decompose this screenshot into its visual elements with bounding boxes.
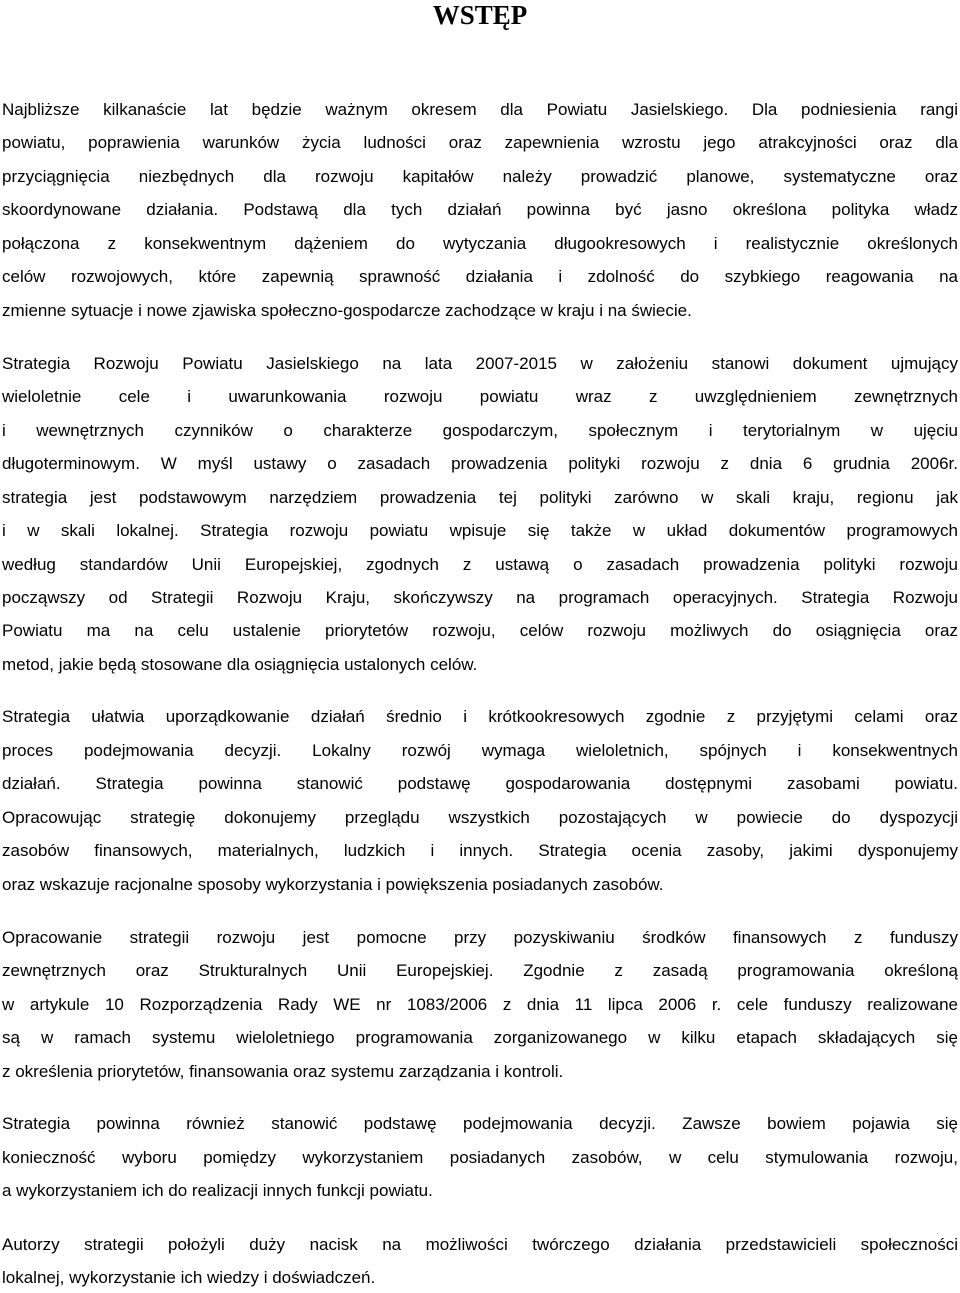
paragraph-6-line: lokalnej, wykorzystanie ich wiedzy i doświadczeń. — [2, 1268, 376, 1287]
paragraph-5-line: konieczność wyboru pomiędzy wykorzystaniem posiadanych zasobów, w celu stymulowania rozwoju, — [2, 1148, 958, 1167]
page-title: WSTĘP — [432, 0, 528, 30]
paragraph-5-line: Strategia powinna również stanowić podstawę podejmowania decyzji. Zawsze bowiem pojawia się — [2, 1114, 958, 1133]
paragraph-5-line: a wykorzystaniem ich do realizacji innych funkcji powiatu. — [2, 1181, 433, 1200]
paragraph-4-line: Opracowanie strategii rozwoju jest pomocne przy pozyskiwaniu środków finansowych z funduszy — [2, 928, 958, 947]
paragraph-4-line: w artykule 10 Rozporządzenia Rady WE nr 1083/2006 z dnia 11 lipca 2006 r. cele funduszy realizowane — [2, 995, 958, 1014]
paragraph-1-line: połączona z konsekwentnym dążeniem do wytyczania długookresowych i realistycznie określonych — [2, 234, 958, 253]
paragraph-4-line: z określenia priorytetów, finansowania oraz systemu zarządzania i kontroli. — [2, 1062, 564, 1081]
paragraph-2-line: Strategia Rozwoju Powiatu Jasielskiego na lata 2007-2015 w założeniu stanowi dokument ujmujący — [2, 354, 958, 373]
paragraph-3-line: proces podejmowania decyzji. Lokalny rozwój wymaga wieloletnich, spójnych i konsekwentnych — [2, 741, 958, 760]
paragraph-2-line: Powiatu ma na celu ustalenie priorytetów rozwoju, celów rozwoju możliwych do osiągnięcia oraz — [2, 621, 958, 640]
paragraph-1-line: skoordynowane działania. Podstawą dla tych działań powinna być jasno określona polityka władz — [2, 200, 958, 219]
paragraph-1-line: Najbliższe kilkanaście lat będzie ważnym okresem dla Powiatu Jasielskiego. Dla podniesienia rangi — [2, 100, 958, 119]
paragraph-3-line: oraz wskazuje racjonalne sposoby wykorzystania i powiększenia posiadanych zasobów. — [2, 875, 664, 894]
paragraph-2-line: wieloletnie cele i uwarunkowania rozwoju powiatu wraz z uwzględnieniem zewnętrznych — [2, 387, 958, 406]
paragraph-2-line: i wewnętrznych czynników o charakterze gospodarczym, społecznym i terytorialnym w ujęciu — [2, 421, 958, 440]
paragraph-3-line: działań. Strategia powinna stanowić podstawę gospodarowania dostępnymi zasobami powiatu. — [2, 774, 958, 793]
paragraph-2-line: począwszy od Strategii Rozwoju Kraju, skończywszy na programach operacyjnych. Strategia Rozwoju — [2, 588, 958, 607]
paragraph-4-line: zewnętrznych oraz Strukturalnych Unii Europejskiej. Zgodnie z zasadą programowania określoną — [2, 961, 958, 980]
paragraph-1-line: przyciągnięcia niezbędnych dla rozwoju kapitałów należy prowadzić planowe, systematyczne oraz — [2, 167, 958, 186]
paragraph-2-line: długoterminowym. W myśl ustawy o zasadach prowadzenia polityki rozwoju z dnia 6 grudnia 2006r. — [2, 454, 958, 473]
paragraph-1-line: celów rozwojowych, które zapewnią sprawność działania i zdolność do szybkiego reagowania na — [2, 267, 958, 286]
paragraph-2-line: strategia jest podstawowym narzędziem prowadzenia tej polityki zarówno w skali kraju, regionu jak — [2, 488, 958, 507]
paragraph-1-line: powiatu, poprawienia warunków życia ludności oraz zapewnienia wzrostu jego atrakcyjności oraz dla — [2, 133, 958, 152]
paragraph-2-line: według standardów Unii Europejskiej, zgodnych z ustawą o zasadach prowadzenia polityki rozwoju — [2, 555, 958, 574]
paragraph-3-line: Opracowując strategię dokonujemy przeglądu wszystkich pozostających w powiecie do dyspozycji — [2, 808, 958, 827]
paragraph-1-line: zmienne sytuacje i nowe zjawiska społeczno-gospodarcze zachodzące w kraju i na świecie. — [2, 301, 692, 320]
paragraph-3-line: zasobów finansowych, materialnych, ludzkich i innych. Strategia ocenia zasoby, jakimi dysponujemy — [2, 841, 958, 860]
paragraph-2-line: metod, jakie będą stosowane dla osiągnięcia ustalonych celów. — [2, 655, 478, 674]
paragraph-6-line: Autorzy strategii położyli duży nacisk na możliwości twórczego działania przedstawicieli społeczności — [2, 1235, 958, 1254]
paragraph-2-line: i w skali lokalnej. Strategia rozwoju powiatu wpisuje się także w układ dokumentów programowych — [2, 521, 958, 540]
paragraph-3-line: Strategia ułatwia uporządkowanie działań średnio i krótkookresowych zgodnie z przyjętymi celami oraz — [2, 707, 958, 726]
paragraph-4-line: są w ramach systemu wieloletniego programowania zorganizowanego w kilku etapach składających się — [2, 1028, 958, 1047]
